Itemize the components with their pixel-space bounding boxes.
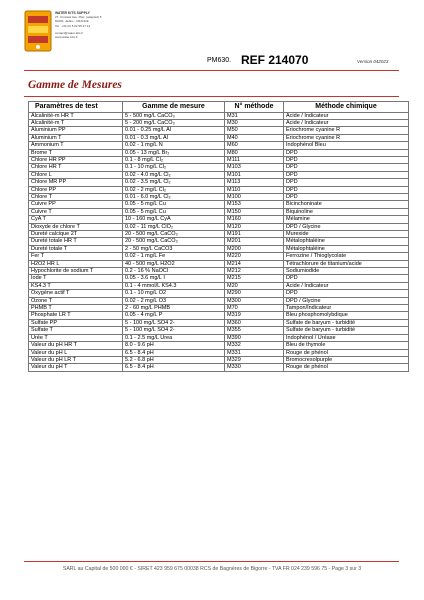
table-header-row	[29, 102, 409, 113]
table-cell: M30	[225, 119, 284, 126]
table-cell: Acide / Indicateur	[284, 119, 409, 126]
table-row	[29, 260, 409, 267]
company-line: 27, Cruzaca Ave. Plac. (adapted) 5	[55, 15, 102, 20]
company-line: WATER KITS SUPPLY	[55, 11, 90, 15]
table-cell: M100	[225, 193, 284, 200]
table-row	[29, 112, 409, 119]
table-cell: Eriochrome cyanine R	[284, 134, 409, 141]
company-info	[55, 11, 101, 39]
table-row	[29, 171, 409, 178]
table-cell: Tampon/Indicateur	[284, 305, 409, 312]
table-cell: M329	[225, 356, 284, 363]
table-row	[29, 201, 409, 208]
table-cell: Sulfate de baryum - turbidité	[284, 319, 409, 326]
table-cell: Ammonium T	[29, 142, 123, 149]
table-cell: M31	[225, 112, 284, 119]
table-cell: Murexide	[284, 231, 409, 238]
table-cell: Valeur du pH LR T	[29, 356, 123, 363]
table-row	[29, 245, 409, 252]
table-cell: DPD	[284, 275, 409, 282]
table-cell: Rouge de phénol	[284, 349, 409, 356]
table-cell: DPD	[284, 149, 409, 156]
table-cell: M20	[225, 282, 284, 289]
table-cell: KS4.3 T	[29, 282, 123, 289]
table-row	[29, 327, 409, 334]
table-cell: 40 - 500 mg/L H2O2	[123, 260, 225, 267]
table-cell: Sulfate PP	[29, 319, 123, 326]
table-cell: Dureté calcique 2T	[29, 231, 123, 238]
table-cell: 8.0 - 9.6 pH	[123, 342, 225, 349]
title-divider	[24, 96, 399, 97]
table-cell: Sodiumiodide	[284, 268, 409, 275]
table-cell: 5 - 100 mg/L SO4 2-	[123, 327, 225, 334]
version-label: Version 042023	[357, 59, 389, 64]
table-cell: 0.05 - 3.6 mg/L I	[123, 275, 225, 282]
table-cell: M40	[225, 134, 284, 141]
pm-code: PM630.	[207, 57, 232, 64]
table-row	[29, 231, 409, 238]
table-cell: 0.1 - 4 mmol/L KS4.3	[123, 282, 225, 289]
table-cell: Aluminium PP	[29, 127, 123, 134]
table-cell: DPD / Glycine	[284, 297, 409, 304]
table-row	[29, 282, 409, 289]
table-cell: M110	[225, 186, 284, 193]
table-cell: Rouge de phénol	[284, 364, 409, 371]
table-cell: 0.02 - 3.5 mg/L Cl₂	[123, 179, 225, 186]
table-cell: DPD	[284, 179, 409, 186]
table-cell: Cuivre T	[29, 208, 123, 215]
table-row	[29, 134, 409, 141]
table-cell: Indophénol Bleu	[284, 142, 409, 149]
table-cell: Ferrozine / Thioglycolate	[284, 253, 409, 260]
table-cell: H2O2 HR L	[29, 260, 123, 267]
company-logo	[24, 10, 52, 52]
table-cell: Chlore HR PP	[29, 156, 123, 163]
table-row	[29, 127, 409, 134]
table-row	[29, 238, 409, 245]
table-cell: 0.02 - 4.0 mg/L Cl₂	[123, 171, 225, 178]
table-cell: Urée T	[29, 334, 123, 341]
table-cell: Phosphate LR T	[29, 312, 123, 319]
table-row	[29, 149, 409, 156]
table-cell: DPD	[284, 186, 409, 193]
table-cell: M101	[225, 171, 284, 178]
table-cell: M319	[225, 312, 284, 319]
table-cell: Dioxyde de chlore T	[29, 223, 123, 230]
table-row	[29, 223, 409, 230]
table-cell: M332	[225, 342, 284, 349]
table-cell: M200	[225, 245, 284, 252]
reference-number: REF 214070	[241, 53, 309, 67]
table-cell: M80	[225, 149, 284, 156]
table-cell: Eriochrome cyanine R	[284, 127, 409, 134]
column-header: Gamme de mesure	[123, 102, 225, 113]
table-cell: 2 - 60 mg/L PHMB	[123, 305, 225, 312]
table-cell: Acide / Indicateur	[284, 112, 409, 119]
table-cell: 6.5 - 8.4 pH	[123, 349, 225, 356]
table-cell: 0.1 - 10 mg/L O2	[123, 290, 225, 297]
table-row	[29, 164, 409, 171]
table-row	[29, 364, 409, 371]
table-cell: 0.05 - 5 mg/L Cu	[123, 208, 225, 215]
table-row	[29, 342, 409, 349]
company-line: www.water-kits.fr	[55, 35, 78, 40]
table-cell: 0.02 - 1 mg/L N	[123, 142, 225, 149]
table-cell: DPD / Glycine	[284, 223, 409, 230]
table-cell: Alcalinité-m T	[29, 119, 123, 126]
table-row	[29, 297, 409, 304]
table-cell: Sulfate de baryum - turbidité	[284, 327, 409, 334]
table-cell: Dureté totale T	[29, 245, 123, 252]
table-cell: M331	[225, 349, 284, 356]
table-row	[29, 305, 409, 312]
table-cell: M212	[225, 268, 284, 275]
table-cell: M355	[225, 327, 284, 334]
header-divider	[24, 70, 399, 71]
table-cell: 0.05 - 5 mg/L Cu	[123, 201, 225, 208]
table-cell: M60	[225, 142, 284, 149]
table-row	[29, 208, 409, 215]
table-cell: Chlore PP	[29, 186, 123, 193]
company-line: 60200, Jadinc - FRANCE	[55, 19, 89, 24]
table-cell: 6.5 - 8.4 pH	[123, 364, 225, 371]
table-cell: Bromocresolpurple	[284, 356, 409, 363]
table-cell: 2 - 50 mg/L CaCO3	[123, 245, 225, 252]
table-row	[29, 268, 409, 275]
table-cell: M153	[225, 201, 284, 208]
table-cell: M220	[225, 253, 284, 260]
table-cell: M215	[225, 275, 284, 282]
table-cell: Cuivre PP	[29, 201, 123, 208]
table-cell: Valeur du pH T	[29, 364, 123, 371]
table-cell: Biquinoline	[284, 208, 409, 215]
section-title: Gamme de Mesures	[28, 79, 122, 91]
table-cell: M50	[225, 127, 284, 134]
table-cell: Indophénol / Uréase	[284, 334, 409, 341]
company-line: contact@water-kits.fr	[55, 30, 84, 35]
table-cell: M111	[225, 156, 284, 163]
company-line: Tel : +33 (0) 5 62 95 17 44	[55, 23, 91, 28]
footer-divider	[24, 561, 399, 562]
table-cell: Oxygène actif T	[29, 290, 123, 297]
table-cell: 0.02 - 1 mg/L Fe	[123, 253, 225, 260]
table-cell: PHMB T	[29, 305, 123, 312]
table-cell: M150	[225, 208, 284, 215]
table-cell: 5.2 - 6.8 pH	[123, 356, 225, 363]
table-cell: 5 - 500 mg/L CaCO₃	[123, 112, 225, 119]
table-cell: 5 - 100 mg/L SO4 2-	[123, 319, 225, 326]
table-cell: Valeur du pH HR T	[29, 342, 123, 349]
table-cell: 0.1 - 8 mg/L Cl₂	[123, 156, 225, 163]
table-cell: 5 - 200 mg/L CaCO₃	[123, 119, 225, 126]
table-row	[29, 356, 409, 363]
table-cell: 0.01 - 0.25 mg/L Al	[123, 127, 225, 134]
table-cell: 20 - 500 mg/L CaCO₃	[123, 238, 225, 245]
table-cell: Iode T	[29, 275, 123, 282]
table-cell: M360	[225, 319, 284, 326]
table-cell: M160	[225, 216, 284, 223]
table-row	[29, 119, 409, 126]
table-cell: Aluminium T	[29, 134, 123, 141]
table-cell: Chlore MR PP	[29, 179, 123, 186]
table-row	[29, 334, 409, 341]
table-cell: DPD	[284, 171, 409, 178]
table-row	[29, 193, 409, 200]
table-cell: 0.2 - 16 % NaOCl	[123, 268, 225, 275]
table-row	[29, 216, 409, 223]
table-cell: 0.01 - 0.3 mg/L Al	[123, 134, 225, 141]
table-cell: 0.02 - 2 mg/L O3	[123, 297, 225, 304]
table-cell: CyA T	[29, 216, 123, 223]
table-cell: Bleu de thymole	[284, 342, 409, 349]
table-row	[29, 349, 409, 356]
table-cell: Brome T	[29, 149, 123, 156]
table-cell: M300	[225, 297, 284, 304]
table-cell: M70	[225, 305, 284, 312]
table-row	[29, 179, 409, 186]
table-row	[29, 312, 409, 319]
footer-legal-text: SARL au Capital de 500 000 € - SIRET 423 959 675 00038 RCS de Bagnères de Bigorre - TVA FR 024 239 596 75 - Page 3 sur 3	[62, 566, 362, 572]
table-cell: 0.1 - 2.5 mg/L Urea	[123, 334, 225, 341]
table-cell: M330	[225, 364, 284, 371]
table-cell: M201	[225, 238, 284, 245]
table-cell: DPD	[284, 156, 409, 163]
measurement-table	[28, 101, 409, 372]
table-cell: Sulfate T	[29, 327, 123, 334]
table-row	[29, 142, 409, 149]
table-cell: 0.02 - 2 mg/L Cl₂	[123, 186, 225, 193]
table-cell: Bleu phosphomolybdique	[284, 312, 409, 319]
table-cell: 0.05 - 13 mg/L Br₂	[123, 149, 225, 156]
table-cell: Hypochlorite de sodium T	[29, 268, 123, 275]
table-row	[29, 156, 409, 163]
table-cell: 10 - 160 mg/L CyA	[123, 216, 225, 223]
table-row	[29, 186, 409, 193]
table-cell: M191	[225, 231, 284, 238]
column-header: Paramètres de test	[29, 102, 123, 113]
table-cell: Chlore L	[29, 171, 123, 178]
table-cell: Dureté totale HR T	[29, 238, 123, 245]
table-cell: DPD	[284, 164, 409, 171]
table-cell: Acide / Indicateur	[284, 282, 409, 289]
table-cell: Fer T	[29, 253, 123, 260]
table-cell: M290	[225, 290, 284, 297]
table-cell: Métalophtaléine	[284, 238, 409, 245]
table-cell: 0.05 - 4 mg/L P	[123, 312, 225, 319]
table-cell: 0.1 - 10 mg/L Cl₂	[123, 164, 225, 171]
table-cell: Tétrachlorure de titanium/acide	[284, 260, 409, 267]
table-row	[29, 253, 409, 260]
table-cell: Bicinchoninate	[284, 201, 409, 208]
table-cell: 0.01 - 6.0 mg/L Cl₂	[123, 193, 225, 200]
table-cell: Valeur du pH L	[29, 349, 123, 356]
table-cell: Mélamine	[284, 216, 409, 223]
table-cell: Chlore T	[29, 193, 123, 200]
table-cell: 20 - 500 mg/L CaCO₃	[123, 231, 225, 238]
table-cell: DPD	[284, 193, 409, 200]
table-row	[29, 275, 409, 282]
table-cell: DPD	[284, 290, 409, 297]
table-cell: M103	[225, 164, 284, 171]
table-cell: M390	[225, 334, 284, 341]
table-row	[29, 319, 409, 326]
table-cell: 0.02 - 11 mg/L ClO₂	[123, 223, 225, 230]
table-cell: Alcalinité-m HR T	[29, 112, 123, 119]
table-cell: Ozone T	[29, 297, 123, 304]
column-header: Méthode chimique	[284, 102, 409, 113]
table-cell: Métalophtaléine	[284, 245, 409, 252]
table-row	[29, 290, 409, 297]
table-cell: M113	[225, 179, 284, 186]
table-cell: M214	[225, 260, 284, 267]
table-cell: Chlore HR T	[29, 164, 123, 171]
column-header: N° méthode	[225, 102, 284, 113]
table-cell: M120	[225, 223, 284, 230]
